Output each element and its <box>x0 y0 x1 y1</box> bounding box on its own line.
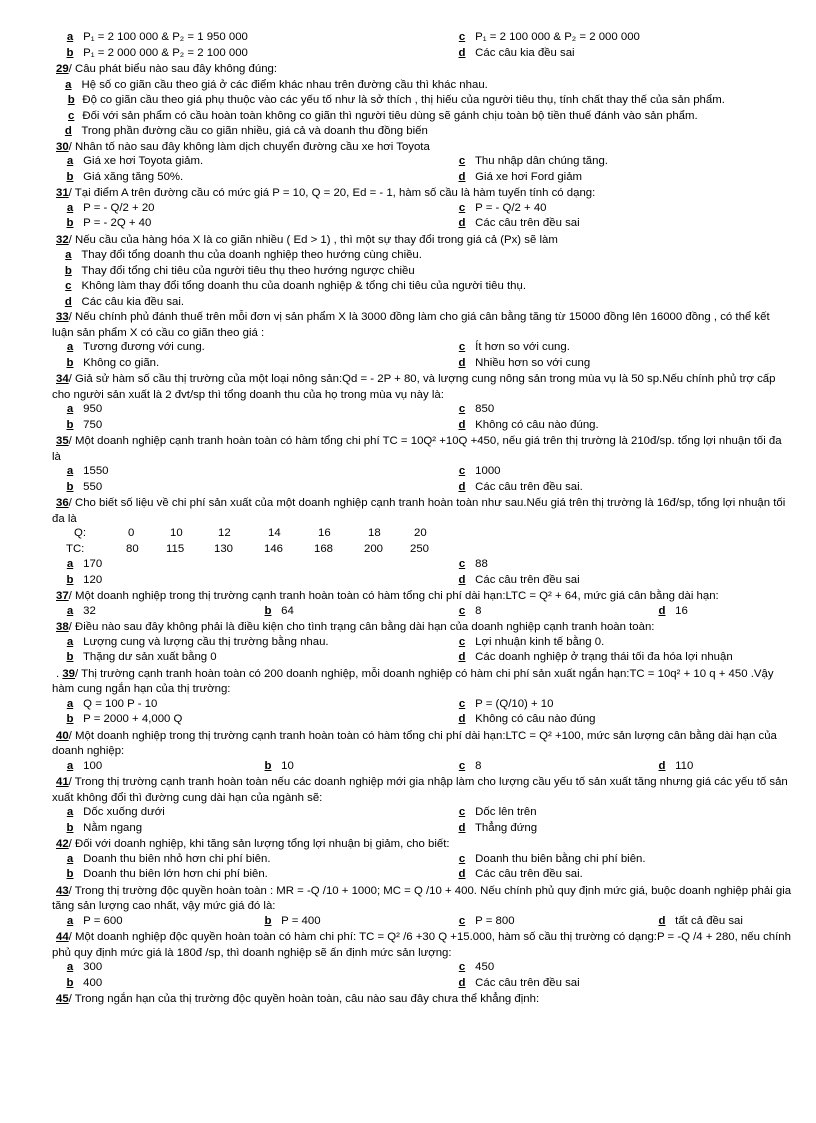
q42-stem: 42/ Đối với doanh nghiệp, khi tăng sản lượng tổng lợi nhuận bị giảm, cho biết: <box>56 838 450 850</box>
q39-option-d[interactable]: d Không có câu nào đúng <box>458 713 596 725</box>
q30-option-row-2 <box>52 171 792 187</box>
q42-option-row-1 <box>52 853 792 869</box>
q35-option-a[interactable]: a 1550 <box>66 465 109 477</box>
q40-stem: 40/ Một doanh nghiệp trong thị trường cạnh tranh hoàn toàn có hàm tổng chi phí dài hạn:LTC = Q² +100, mức sản lượng cân bằng dài hạn của doanh nghiệp: <box>52 729 777 757</box>
q41-option-c[interactable]: c Dốc lên trên <box>458 806 537 818</box>
q36-tc-value: 80 <box>126 542 139 555</box>
q30-option-a[interactable]: a Giá xe hơi Toyota giảm. <box>66 155 204 167</box>
q44-option-d[interactable]: d Các câu trên đều sai <box>458 976 580 989</box>
q41-option-a[interactable]: a Dốc xuống dưới <box>66 806 165 818</box>
q36-tc-value: 130 <box>214 542 234 555</box>
q33-option-c[interactable]: c Ít hơn so với cung. <box>458 341 570 353</box>
q36-q-row <box>52 527 792 543</box>
q28-option-a[interactable]: a P₁ = 2 100 000 & P₂ = 1 950 000 <box>66 31 248 43</box>
q36-tc-value: 168 <box>314 542 334 555</box>
q40-option-a[interactable]: a 100 <box>66 759 103 772</box>
q37-stem: 37/ Một doanh nghiệp trong thị trường cạnh tranh hoàn toàn có hàm tổng chi phí dài hạn:LTC = Q² + 64, mức giá cân bằng dài hạn: <box>56 590 719 602</box>
q37-option-a[interactable]: a 32 <box>66 604 96 617</box>
q36-q-label: Q: <box>74 527 87 539</box>
q33-option-row-2 <box>52 357 792 373</box>
q39-option-b[interactable]: b P = 2000 + 4,000 Q <box>66 713 183 725</box>
q28-option-row-2 <box>52 47 792 63</box>
q30-stem: 30/ Nhân tố nào sau đây không làm dịch chuyển đường cầu xe hơi Toyota <box>56 140 430 153</box>
q34-option-d[interactable]: d Không có câu nào đúng. <box>458 418 599 431</box>
q31-option-d[interactable]: d Các câu trên đều sai <box>458 217 580 229</box>
q37-option-row <box>52 605 792 621</box>
q29-options <box>52 78 792 140</box>
q29-option-d[interactable]: d Trong phần đường cầu co giãn nhiều, giá cả và doanh thu đồng biến <box>64 125 428 137</box>
q35-option-b[interactable]: b 550 <box>66 480 103 493</box>
q31-option-a[interactable]: a P = - Q/2 + 20 <box>66 201 155 214</box>
q41-option-d[interactable]: d Thẳng đứng <box>458 821 538 834</box>
q37-option-b[interactable]: b 64 <box>264 604 294 617</box>
q30-option-row-1 <box>52 155 792 171</box>
q44-option-c[interactable]: c 450 <box>458 961 495 973</box>
q38-option-row-2 <box>52 651 792 667</box>
q41-option-row-2 <box>52 822 792 838</box>
q42-option-b[interactable]: b Doanh thu biên lớn hơn chi phí biên. <box>66 868 268 880</box>
q40-option-c[interactable]: c 8 <box>458 759 482 772</box>
q29-option-b[interactable]: b Độ co giãn cầu theo giá phụ thuộc vào các yếu tố như là sở thích , thị hiếu của người tiêu thụ, tính chất thay thế của sản phẩm. <box>67 94 725 106</box>
q33-option-row-1 <box>52 341 792 357</box>
q28-option-d[interactable]: d Các câu kia đều sai <box>458 46 575 59</box>
q36-tc-label: TC: <box>66 542 85 555</box>
q40-option-row <box>52 760 792 776</box>
q37-option-d[interactable]: d 16 <box>658 604 688 617</box>
q32-option-c[interactable]: c Không làm thay đổi tổng doanh thu của doanh nghiệp & tổng chi tiêu của người tiêu thụ. <box>65 280 526 292</box>
q42-option-row-2 <box>52 868 792 884</box>
q36-tc-value: 146 <box>264 542 284 555</box>
q37-option-c[interactable]: c 8 <box>458 604 482 617</box>
q33-option-d[interactable]: d Nhiều hơn so với cung <box>458 356 591 369</box>
q36-tc-row <box>52 543 792 559</box>
q39-option-row-2 <box>52 713 792 729</box>
q38-stem: 38/ Điều nào sau đây không phải là điều kiện cho tình trạng cân bằng dài hạn của doanh nghiệp cạnh tranh hoàn toàn: <box>56 621 655 633</box>
q36-option-row-2 <box>52 574 792 590</box>
q31-option-c[interactable]: c P = - Q/2 + 40 <box>458 201 547 214</box>
q39-option-row-1 <box>52 698 792 714</box>
q43-option-c[interactable]: c P = 800 <box>458 914 515 927</box>
q34-option-row-1 <box>52 403 792 419</box>
q41-stem: 41/ Trong thị trường cạnh tranh hoàn toàn nếu các doanh nghiệp mới gia nhập làm cho lượng cầu yếu tố sản xuất tăng nhưng giá các yếu tố sản xuất không đổi thì đường cung dài hạn của ngành sẽ: <box>52 776 788 804</box>
q41-option-b[interactable]: b Nằm ngang <box>66 821 143 834</box>
q39-option-a[interactable]: a Q = 100 P - 10 <box>66 697 158 710</box>
q35-option-row-2 <box>52 481 792 497</box>
q31-option-row-1 <box>52 202 792 218</box>
q35-option-row-1 <box>52 465 792 481</box>
q36-option-c[interactable]: c 88 <box>458 558 488 570</box>
q38-option-b[interactable]: b Thặng dư sản xuất bằng 0 <box>66 651 217 663</box>
q44-option-a[interactable]: a 300 <box>66 961 103 973</box>
q32-options <box>52 248 792 310</box>
q36-q-value: 18 <box>368 527 381 539</box>
q35-option-c[interactable]: c 1000 <box>458 465 501 477</box>
q33-option-b[interactable]: b Không co giãn. <box>66 356 160 369</box>
q38-option-c[interactable]: c Lợi nhuận kinh tế bằng 0. <box>458 635 605 648</box>
q32-option-a[interactable]: a Thay đổi tổng doanh thu của doanh nghiệp theo hướng cùng chiều. <box>65 249 422 261</box>
q39-option-c[interactable]: c P = (Q/10) + 10 <box>458 697 554 710</box>
q31-stem: 31/ Tại điểm A trên đường cầu có mức giá P = 10, Q = 20, Ed = - 1, hàm số cầu là hàm tuyến tính có dạng: <box>56 187 596 199</box>
q36-q-value: 16 <box>318 527 331 539</box>
q40-option-d[interactable]: d 110 <box>658 759 694 772</box>
q32-stem: 32/ Nếu cầu của hàng hóa X là co giãn nhiều ( Ed > 1) , thì một sự thay đổi trong giá cả (Px) sẽ làm <box>56 233 558 246</box>
q42-option-d[interactable]: d Các câu trên đều sai. <box>458 868 583 880</box>
q34-option-row-2 <box>52 419 792 435</box>
q36-q-value: 20 <box>414 527 427 539</box>
q30-option-c[interactable]: c Thu nhập dân chúng tăng. <box>458 155 608 167</box>
q44-option-row-1 <box>52 961 792 977</box>
q34-option-a[interactable]: a 950 <box>66 403 103 415</box>
q34-option-c[interactable]: c 850 <box>458 403 495 415</box>
q36-tc-value: 250 <box>410 542 430 555</box>
q38-option-row-1 <box>52 636 792 652</box>
q36-option-row-1 <box>52 558 792 574</box>
q36-stem: 36/ Cho biết số liệu về chi phí sản xuất của một doanh nghiệp cạnh tranh hoàn toàn như sau.Nếu giá trên thị trường là 16đ/sp, tổng lợi nhuận tối đa là <box>52 497 786 525</box>
q28-option-b[interactable]: b P₁ = 2 000 000 & P₂ = 2 100 000 <box>66 46 248 59</box>
q43-option-a[interactable]: a P = 600 <box>66 914 123 927</box>
q36-option-d[interactable]: d Các câu trên đều sai <box>458 573 580 586</box>
q40-option-b[interactable]: b 10 <box>264 759 294 772</box>
q43-option-row <box>52 915 792 931</box>
q42-option-c[interactable]: c Doanh thu biên bằng chi phí biên. <box>458 852 646 865</box>
q44-option-b[interactable]: b 400 <box>66 976 103 989</box>
q38-option-d[interactable]: d Các doanh nghiệp ở trạng thái tối đa hóa lợi nhuận <box>458 651 733 663</box>
q29-stem: 29/ Câu phát biểu nào sau đây không đúng: <box>56 63 278 75</box>
q29-option-a[interactable]: a Hệ số co giãn cầu theo giá ở các điểm khác nhau trên đường cầu thì khác nhau. <box>65 78 488 91</box>
q31-option-row-2 <box>52 217 792 233</box>
q34-option-b[interactable]: b 750 <box>66 418 103 431</box>
q29-option-c[interactable]: c Đối với sản phẩm có cầu hoàn toàn không co giãn thì người tiêu dùng sẽ gánh chịu toàn bộ tiền thuế đánh vào sản phẩm. <box>68 109 698 122</box>
q43-option-b[interactable]: b P = 400 <box>264 914 321 927</box>
q35-stem: 35/ Một doanh nghiệp cạnh tranh hoàn toàn có hàm tổng chi phí TC = 10Q² +10Q +450, nếu giá trên thị trường là 210đ/sp. tổng lợi nhuận tối đa là <box>52 435 782 463</box>
q33-option-a[interactable]: a Tương đương với cung. <box>66 341 205 353</box>
q36-q-value: 14 <box>268 527 281 539</box>
q38-option-a[interactable]: a Lượng cung và lượng cầu thị trường bằng nhau. <box>66 635 329 648</box>
exam-page <box>52 31 792 1008</box>
q32-option-b[interactable]: b Thay đổi tổng chi tiêu của người tiêu thụ theo hướng ngược chiều <box>64 264 415 277</box>
q36-tc-value: 115 <box>166 542 185 555</box>
q36-q-value: 10 <box>170 527 183 539</box>
q36-q-value: 0 <box>128 527 135 539</box>
q43-option-d[interactable]: d tất cả đều sai <box>658 914 743 927</box>
q42-option-a[interactable]: a Doanh thu biên nhỏ hơn chi phí biên. <box>66 852 271 865</box>
q45-stem: 45/ Trong ngắn hạn của thị trường độc quyền hoàn toàn, câu nào sau đây chưa thể khẳng định: <box>56 993 540 1005</box>
q28-option-c[interactable]: c P₁ = 2 100 000 & P₂ = 2 000 000 <box>458 31 640 43</box>
q43-stem: 43/ Trong thị trường độc quyền hoàn toàn : MR = -Q /10 + 1000; MC = Q /10 + 400. Nếu chính phủ quy định mức giá, buộc doanh nghiệp phải gia tăng sản lượng cao nhất, vậy mức giá đó là: <box>52 884 792 912</box>
q30-option-b[interactable]: b Giá xăng tăng 50%. <box>66 170 184 183</box>
q36-q-value: 12 <box>218 527 231 539</box>
q41-option-row-1 <box>52 806 792 822</box>
q36-tc-value: 200 <box>364 542 384 555</box>
q31-option-b[interactable]: b P = - 2Q + 40 <box>66 217 152 229</box>
q39-stem: . 39/ Thị trường cạnh tranh hoàn toàn có 200 doanh nghiệp, mỗi doanh nghiệp có hàm chi phí sản xuất ngắn hạn:TC = 10q² + 10 q + 450 .Vậy hàm cung ngắn hạn của thị trường: <box>52 667 774 695</box>
q30-option-d[interactable]: d Giá xe hơi Ford giảm <box>458 170 583 183</box>
q36-option-b[interactable]: b 120 <box>66 573 103 586</box>
q33-stem: 33/ Nếu chính phủ đánh thuế trên mỗi đơn vị sản phẩm X là 3000 đồng làm cho giá cân bằng tăng từ 15000 đồng lên 16000 đồng , có thể kết luận sản phẩm X có cầu co giãn theo giá : <box>52 311 770 339</box>
q36-option-a[interactable]: a 170 <box>66 558 103 570</box>
q28-option-row-1 <box>52 31 792 47</box>
q44-stem: 44/ Một doanh nghiệp độc quyền hoàn toàn có hàm chi phí: TC = Q² /6 +30 Q +15.000, hàm số cầu thị trường có dạng:P = -Q /4 + 280, nếu chính phủ quy định mức giá là 180đ /sp, thì doanh nghiệp sẽ ấn định mức sản lượng: <box>52 931 791 959</box>
q35-option-d[interactable]: d Các câu trên đều sai. <box>458 480 583 493</box>
q44-option-row-2 <box>52 977 792 993</box>
q32-option-d[interactable]: d Các câu kia đều sai. <box>64 295 185 308</box>
q34-stem: 34/ Giả sử hàm số cầu thị trường của một loại nông sản:Qd = - 2P + 80, và lượng cung nông sản trong mùa vụ là 50 sp.Nếu chính phủ trợ cấp cho người sản xuất là 2 đvt/sp thì tổng doanh thu của họ trong mùa vụ này là: <box>52 373 776 401</box>
